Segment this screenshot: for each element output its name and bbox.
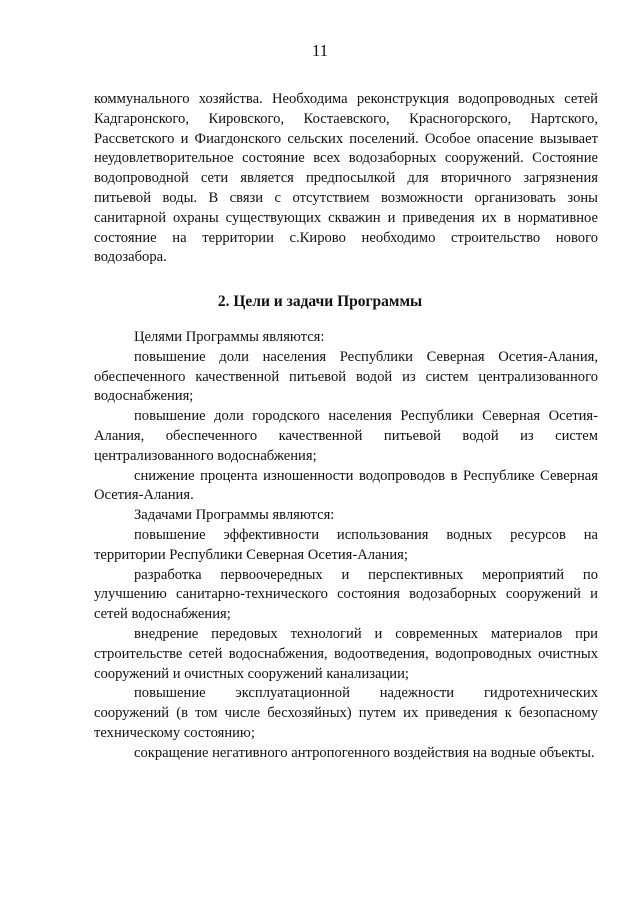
section-heading: 2. Цели и задачи Программы	[217, 293, 423, 310]
goal-item: снижение процента изношенности водопроводов в Республике Северная Осетия-Алания.	[94, 467, 598, 504]
goal-item: повышение доли городского населения Республики Северная Осетия-Алания, обеспеченного качественной питьевой водой из систем централизованного водоснабжения;	[94, 408, 598, 464]
task-item: сокращение негативного антропогенного воздействия на водные объекты.	[134, 744, 595, 761]
tasks-intro: Задачами Программы являются:	[134, 507, 335, 524]
intro-paragraph: коммунального хозяйства. Необходима реконструкция водопроводных сетей Кадгаронского, Кировского, Костаевского, Красногорского, Нартского, Рассветского и Фиагдонского сельских поселений. Особое опасение вызывает неудовлетворительное состояние всех водозаборных сооружений. Состояние водопроводной сети является предпосылкой для вторичного загрязнения питьевой воды. В связи с отсутствием возможности организовать зоны санитарной охраны существующих скважин и приведения их в нормативное состояние на территории с.Кирово необходимо строительство нового водозабора.	[94, 91, 598, 266]
intro-block	[94, 90, 598, 268]
page-number: 11	[311, 41, 329, 60]
goals-intro: Целями Программы являются:	[134, 329, 325, 345]
task-item: внедрение передовых технологий и современных материалов при строительстве сетей водоснабжения, водоотведения, водопроводных очистных сооружений и очистных сооружений канализации;	[94, 625, 598, 682]
goal-item: повышение доли населения Республики Северная Осетия-Алания, обеспеченного качественной питьевой водой из систем централизованного водоснабжения;	[94, 348, 598, 405]
task-item: повышение эксплуатационной надежности гидротехнических сооружений (в том числе бесхозяйных) путем их приведения к безопасному техническому состоянию;	[94, 685, 598, 741]
task-item: разработка первоочередных и перспективных мероприятий по улучшению санитарно-технического состояния водозаборных сооружений и сетей водоснабжения;	[94, 566, 598, 623]
task-item: повышение эффективности использования водных ресурсов на территории Республики Северная Осетия-Алания;	[94, 526, 598, 563]
section-body	[94, 328, 598, 764]
